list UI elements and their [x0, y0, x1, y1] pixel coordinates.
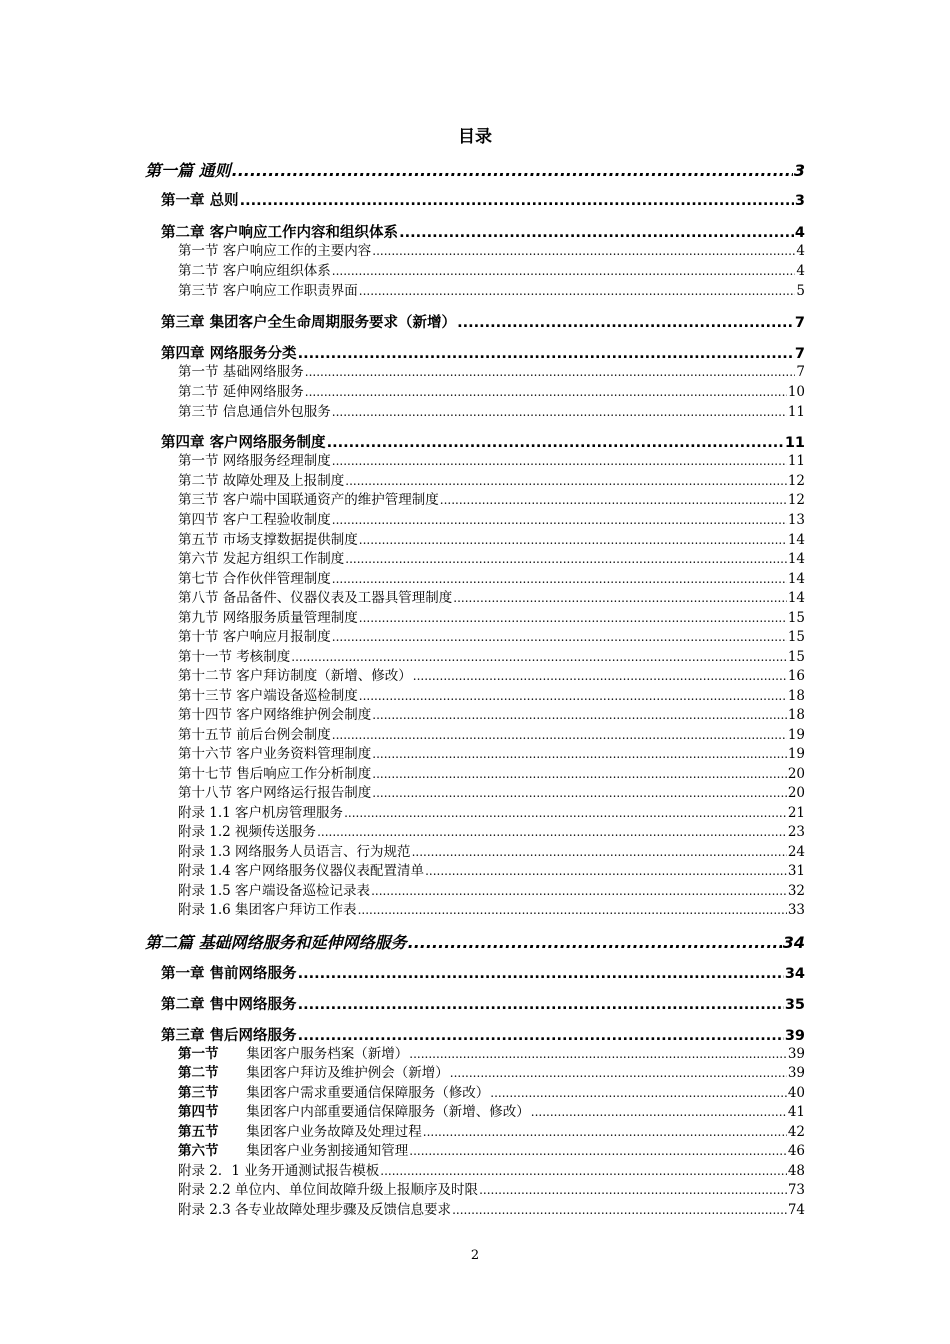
- toc-entry-label: 合作伙伴管理制度: [222, 571, 331, 587]
- toc-entry-page: 34: [782, 933, 805, 952]
- dot-leader: [344, 804, 787, 823]
- toc-entry-page: 11: [784, 435, 805, 451]
- toc-entry-label: 附录 1.2 视频传送服务: [178, 824, 317, 840]
- toc-entry-label: 售中网络服务: [209, 997, 297, 1013]
- toc-entry-part[interactable]: [145, 931, 805, 955]
- dot-leader: [452, 1201, 787, 1220]
- toc-entry-text: [178, 1064, 449, 1083]
- toc-entry-label: 通则: [198, 161, 231, 180]
- toc-entry-text: [161, 963, 297, 985]
- toc-entry-page: 39: [787, 1065, 805, 1081]
- toc-entry-number: 第四章: [161, 346, 205, 362]
- toc-entry-part[interactable]: [145, 159, 805, 183]
- toc-entry-label: 客户端设备巡检制度: [236, 688, 358, 704]
- toc-entry-bsec[interactable]: [178, 1064, 805, 1083]
- dot-leader: [298, 963, 784, 985]
- toc-entry-page: 16: [787, 668, 805, 684]
- toc-entry-label: 总则: [209, 193, 239, 209]
- toc-entry-text: [178, 648, 290, 667]
- toc-entry-number: 第三节: [178, 283, 219, 299]
- dot-leader: [327, 432, 784, 454]
- toc-entry-page: 31: [787, 863, 805, 879]
- toc-entry-text: [178, 745, 371, 764]
- dot-leader: [372, 242, 795, 261]
- toc-entry-text: [145, 159, 231, 183]
- toc-entry-sec[interactable]: [178, 628, 805, 647]
- toc-entry-ch[interactable]: [161, 1025, 805, 1047]
- toc-entry-label: 附录 2.2 单位内、单位间故障升级上报顺序及时限: [178, 1182, 479, 1198]
- toc-entry-app[interactable]: [178, 1201, 805, 1220]
- toc-entry-app[interactable]: [178, 843, 805, 862]
- dot-leader: [305, 363, 796, 382]
- toc-entry-page: 5: [796, 283, 805, 299]
- toc-entry-number: 第一节: [178, 243, 219, 259]
- toc-entry-number: 第九节: [178, 610, 219, 626]
- dot-leader: [399, 222, 794, 244]
- toc-entry-label: 附录 1.3 网络服务人员语言、行为规范: [178, 844, 411, 860]
- toc-entry-page: 15: [787, 649, 805, 665]
- toc-entry-page: 39: [787, 1046, 805, 1062]
- dot-leader: [359, 531, 787, 550]
- toc-entry-label: 集团客户服务档案（新增）: [246, 1046, 409, 1062]
- toc-entry-text: [178, 363, 304, 382]
- toc-entry-text: [161, 222, 398, 244]
- toc-entry-number: 第十二节: [178, 668, 232, 684]
- dot-leader: [232, 159, 793, 183]
- toc-entry-label: 客户网络服务制度: [209, 435, 326, 451]
- toc-entry-sec[interactable]: [178, 745, 805, 764]
- toc-entry-sec[interactable]: [178, 706, 805, 725]
- toc-entry-number: 第二篇: [145, 933, 194, 952]
- toc-entry-sec[interactable]: [178, 570, 805, 589]
- toc-entry-page: 19: [787, 746, 805, 762]
- toc-entry-page: 3: [794, 193, 805, 209]
- toc-entry-text: [178, 628, 331, 647]
- toc-entry-text: [178, 242, 371, 261]
- toc-entry-sec[interactable]: [178, 687, 805, 706]
- toc-entry-sec[interactable]: [178, 667, 805, 686]
- toc-entry-number: 第二章: [161, 225, 205, 241]
- toc-entry-app[interactable]: [178, 1181, 805, 1200]
- toc-entry-number: 第十节: [178, 629, 219, 645]
- toc-entry-number: 第一节: [178, 364, 219, 380]
- toc-entry-number: 第四章: [161, 435, 205, 451]
- toc-entry-label: 附录 2.3 各专业故障处理步骤及反馈信息要求: [178, 1202, 452, 1218]
- dot-leader: [332, 452, 787, 471]
- toc-entry-page: 35: [784, 997, 805, 1013]
- toc-entry-page: 42: [787, 1124, 805, 1140]
- toc-entry-number: 第一章: [161, 966, 205, 982]
- toc-entry-label: 售后响应工作分析制度: [236, 766, 372, 782]
- toc-entry-bsec[interactable]: [178, 1123, 805, 1142]
- toc-entry-number: 第七节: [178, 571, 219, 587]
- dot-leader: [412, 843, 787, 862]
- toc-entry-text: [161, 432, 326, 454]
- toc-entry-text: [178, 765, 371, 784]
- dot-leader: [345, 550, 787, 569]
- toc-entry-sec[interactable]: [178, 511, 805, 530]
- toc-entry-text: [161, 312, 456, 334]
- toc-entry-text: [178, 1123, 422, 1142]
- toc-entry-app[interactable]: [178, 823, 805, 842]
- toc-entry-sec[interactable]: [178, 452, 805, 471]
- toc-entry-number: 第一章: [161, 193, 205, 209]
- toc-entry-label: 客户端中国联通资产的维护管理制度: [222, 492, 439, 508]
- dot-leader: [345, 472, 787, 491]
- toc-entry-number: 第二节: [178, 263, 219, 279]
- toc-entry-text: [161, 994, 297, 1016]
- toc-entry-page: 12: [787, 492, 805, 508]
- dot-leader: [332, 628, 787, 647]
- toc-entry-sec[interactable]: [178, 589, 805, 608]
- toc-entry-label: 客户响应组织体系: [222, 263, 331, 279]
- toc-entry-bsec[interactable]: [178, 1103, 805, 1122]
- toc-entry-text: [178, 862, 424, 881]
- toc-entry-number: 第二章: [161, 997, 205, 1013]
- toc-entry-label: 网络服务质量管理制度: [222, 610, 358, 626]
- toc-entry-page: 48: [787, 1163, 805, 1179]
- toc-entry-text: [178, 706, 371, 725]
- toc-entry-text: [178, 1201, 451, 1220]
- toc-entry-text: [161, 343, 297, 365]
- dot-leader: [425, 862, 787, 881]
- toc-entry-text: [178, 531, 358, 550]
- toc-entry-page: 13: [787, 512, 805, 528]
- toc-entry-label: 客户网络运行报告制度: [236, 785, 372, 801]
- toc-entry-label: 网络服务经理制度: [222, 453, 331, 469]
- toc-entry-page: 14: [787, 571, 805, 587]
- toc-entry-page: 4: [796, 243, 805, 259]
- toc-entry-page: 20: [787, 766, 805, 782]
- toc-entry-app[interactable]: [178, 862, 805, 881]
- dot-leader: [298, 994, 784, 1016]
- dot-leader: [413, 667, 787, 686]
- toc-entry-number: 第三节: [178, 492, 219, 508]
- dot-leader: [371, 882, 787, 901]
- toc-entry-text: [178, 491, 439, 510]
- toc-entry-page: 3: [793, 161, 805, 180]
- toc-entry-number: 第十六节: [178, 746, 232, 762]
- toc-entry-page: 14: [787, 532, 805, 548]
- toc-entry-text: [178, 609, 358, 628]
- toc-entry-text: [178, 1181, 478, 1200]
- dot-leader: [332, 726, 787, 745]
- toc-entry-text: [178, 1103, 530, 1122]
- toc-entry-page: 39: [784, 1028, 805, 1044]
- dot-leader: [453, 589, 787, 608]
- dot-leader: [298, 1025, 784, 1047]
- toc-entry-sec[interactable]: [178, 784, 805, 803]
- toc-entry-page: 7: [794, 346, 805, 362]
- toc-entry-text: [161, 1025, 297, 1047]
- dot-leader: [359, 687, 787, 706]
- dot-leader: [409, 1045, 787, 1064]
- dot-leader: [372, 706, 787, 725]
- dot-leader: [423, 1123, 787, 1142]
- toc-entry-app[interactable]: [178, 901, 805, 920]
- toc-entry-number: 第十四节: [178, 707, 232, 723]
- toc-entry-number: 第十八节: [178, 785, 232, 801]
- toc-entry-page: 15: [787, 610, 805, 626]
- toc-entry-number: 第三章: [161, 315, 205, 331]
- dot-leader: [372, 765, 787, 784]
- toc-entry-sec[interactable]: [178, 765, 805, 784]
- toc-entry-ch[interactable]: [161, 432, 805, 454]
- toc-entry-label: 客户业务资料管理制度: [236, 746, 372, 762]
- toc-entry-label: 客户响应工作职责界面: [222, 283, 358, 299]
- toc-entry-label: 备品备件、仪器仪表及工器具管理制度: [222, 590, 453, 606]
- toc-entry-label: 附录 1.5 客户端设备巡检记录表: [178, 883, 371, 899]
- toc-entry-label: 客户网络维护例会制度: [236, 707, 372, 723]
- toc-entry-label: 集团客户需求重要通信保障服务（修改）: [246, 1085, 490, 1101]
- toc-entry-sec[interactable]: [178, 363, 805, 382]
- toc-entry-page: 41: [787, 1104, 805, 1120]
- toc-entry-page: 74: [787, 1202, 805, 1218]
- toc-entry-text: [178, 383, 304, 402]
- toc-entry-text: [178, 726, 331, 745]
- toc-entry-label: 延伸网络服务: [222, 384, 304, 400]
- toc-entry-page: 73: [787, 1182, 805, 1198]
- toc-entry-text: [178, 901, 357, 920]
- toc-entry-label: 附录 1.6 集团客户拜访工作表: [178, 902, 357, 918]
- toc-entry-label: 信息通信外包服务: [222, 404, 331, 420]
- toc-entry-text: [178, 843, 411, 862]
- toc-entry-ch[interactable]: [161, 343, 805, 365]
- toc-entry-label: 客户工程验收制度: [222, 512, 331, 528]
- toc-entry-number: 第二节: [178, 473, 219, 489]
- toc-entry-page: 24: [787, 844, 805, 860]
- toc-entry-label: 集团客户内部重要通信保障服务（新增、修改）: [246, 1104, 530, 1120]
- toc-entry-number: 第五节: [178, 1124, 219, 1140]
- toc-entry-label: 集团客户全生命周期服务要求（新增）: [209, 315, 457, 331]
- dot-leader: [490, 1084, 787, 1103]
- toc-entry-sec[interactable]: [178, 726, 805, 745]
- toc-entry-ch[interactable]: [161, 963, 805, 985]
- toc-entry-label: 集团客户拜访及维护例会（新增）: [246, 1065, 449, 1081]
- toc-entry-page: 23: [787, 824, 805, 840]
- toc-entry-text: [178, 472, 344, 491]
- toc-entry-sec[interactable]: [178, 472, 805, 491]
- toc-entry-ch[interactable]: [161, 994, 805, 1016]
- toc-entry-number: 第六节: [178, 1143, 219, 1159]
- dot-leader: [291, 648, 787, 667]
- dot-leader: [332, 403, 787, 422]
- toc-entry-label: 集团客户业务故障及处理过程: [246, 1124, 422, 1140]
- toc-entry-text: [178, 667, 412, 686]
- toc-entry-number: 第三章: [161, 1028, 205, 1044]
- toc-entry-page: 14: [787, 590, 805, 606]
- toc-entry-number: 第四节: [178, 1104, 219, 1120]
- dot-leader: [240, 190, 794, 212]
- toc-entry-text: [178, 282, 358, 301]
- toc-entry-sec[interactable]: [178, 282, 805, 301]
- toc-entry-sec[interactable]: [178, 491, 805, 510]
- toc-entry-number: 第十五节: [178, 727, 232, 743]
- toc-entry-label: 客户响应月报制度: [222, 629, 331, 645]
- dot-leader: [408, 931, 782, 955]
- toc-entry-text: [178, 804, 343, 823]
- dot-leader: [372, 745, 787, 764]
- dot-leader: [372, 784, 787, 803]
- toc-entry-number: 第二节: [178, 384, 219, 400]
- dot-leader: [317, 823, 787, 842]
- toc-entry-page: 18: [787, 688, 805, 704]
- toc-entry-label: 附录 1.4 客户网络服务仪器仪表配置清单: [178, 863, 425, 879]
- toc-entry-page: 15: [787, 629, 805, 645]
- toc-entry-page: 4: [794, 225, 805, 241]
- toc-entry-number: 第一节: [178, 1046, 219, 1062]
- toc-entry-page: 40: [787, 1085, 805, 1101]
- toc-entry-text: [178, 784, 371, 803]
- toc-entry-label: 集团客户业务割接通知管理: [246, 1143, 409, 1159]
- toc-entry-page: 11: [787, 404, 805, 420]
- toc-entry-bsec[interactable]: [178, 1045, 805, 1064]
- dot-leader: [332, 511, 787, 530]
- toc-entry-text: [178, 1084, 489, 1103]
- toc-entry-page: 34: [784, 966, 805, 982]
- toc-entry-page: 33: [787, 902, 805, 918]
- toc-entry-number: 第五节: [178, 532, 219, 548]
- toc-entry-label: 考核制度: [236, 649, 291, 665]
- toc-entry-number: 第十七节: [178, 766, 232, 782]
- toc-entry-label: 故障处理及上报制度: [222, 473, 345, 489]
- toc-entry-label: 附录 1.1 客户机房管理服务: [178, 805, 344, 821]
- toc-entry-page: 32: [787, 883, 805, 899]
- toc-entry-page: 11: [787, 453, 805, 469]
- dot-leader: [450, 1064, 787, 1083]
- toc-entry-text: [178, 262, 331, 281]
- dot-leader: [440, 491, 787, 510]
- toc-entry-text: [178, 882, 370, 901]
- toc-entry-text: [178, 1142, 408, 1161]
- toc-entry-label: 前后台例会制度: [236, 727, 331, 743]
- toc-entry-ch[interactable]: [161, 312, 805, 334]
- toc-entry-sec[interactable]: [178, 531, 805, 550]
- toc-entry-sec[interactable]: [178, 383, 805, 402]
- toc-title: 目录: [458, 127, 492, 147]
- dot-leader: [358, 901, 787, 920]
- toc-entry-text: [178, 403, 331, 422]
- toc-entry-page: 46: [787, 1143, 805, 1159]
- toc-entry-number: 第一篇: [145, 161, 194, 180]
- toc-entry-number: 第六节: [178, 551, 219, 567]
- toc-entry-label: 客户响应工作的主要内容: [222, 243, 372, 259]
- toc-entry-number: 第二节: [178, 1065, 219, 1081]
- toc-entry-label: 基础网络服务: [222, 364, 304, 380]
- toc-entry-bsec[interactable]: [178, 1142, 805, 1161]
- toc-entry-text: [178, 511, 331, 530]
- toc-entry-number: 第四节: [178, 512, 219, 528]
- toc-entry-label: 客户拜访制度（新增、修改）: [236, 668, 412, 684]
- toc-entry-page: 7: [796, 364, 805, 380]
- toc-entry-text: [161, 190, 239, 212]
- dot-leader: [457, 312, 794, 334]
- toc-entry-label: 附录 2．1 业务开通测试报告模板: [178, 1163, 380, 1179]
- toc-entry-text: [178, 589, 452, 608]
- page-number: 2: [470, 1248, 480, 1263]
- toc-entry-app[interactable]: [178, 1162, 805, 1181]
- toc-entry-sec[interactable]: [178, 242, 805, 261]
- toc-entry-number: 第十一节: [178, 649, 232, 665]
- dot-leader: [305, 383, 787, 402]
- toc-entry-sec[interactable]: [178, 609, 805, 628]
- toc-entry-bsec[interactable]: [178, 1084, 805, 1103]
- toc-entry-app[interactable]: [178, 804, 805, 823]
- dot-leader: [298, 343, 794, 365]
- toc-entry-text: [178, 1045, 408, 1064]
- toc-entry-number: 第八节: [178, 590, 219, 606]
- toc-entry-text: [178, 452, 331, 471]
- toc-entry-page: 12: [787, 473, 805, 489]
- toc-entry-page: 20: [787, 785, 805, 801]
- toc-entry-label: 售后网络服务: [209, 1028, 297, 1044]
- dot-leader: [531, 1103, 787, 1122]
- toc-entry-text: [178, 823, 316, 842]
- toc-entry-ch[interactable]: [161, 190, 805, 212]
- toc-entry-label: 客户响应工作内容和组织体系: [209, 225, 399, 241]
- toc-entry-page: 7: [794, 315, 805, 331]
- toc-entry-text: [178, 550, 344, 569]
- toc-entry-sec[interactable]: [178, 550, 805, 569]
- toc-entry-text: [178, 687, 358, 706]
- toc-entry-label: 基础网络服务和延伸网络服务: [198, 933, 407, 952]
- toc-entry-ch[interactable]: [161, 222, 805, 244]
- toc-entry-number: 第一节: [178, 453, 219, 469]
- toc-entry-sec[interactable]: [178, 403, 805, 422]
- toc-entry-label: 市场支撑数据提供制度: [222, 532, 358, 548]
- toc-entry-number: 第三节: [178, 1085, 219, 1101]
- dot-leader: [380, 1162, 787, 1181]
- toc-entry-number: 第十三节: [178, 688, 232, 704]
- toc-entry-label: 售前网络服务: [209, 966, 297, 982]
- toc-entry-sec[interactable]: [178, 262, 805, 281]
- toc-entry-label: 网络服务分类: [209, 346, 297, 362]
- toc-entry-number: 第三节: [178, 404, 219, 420]
- toc-entry-page: 14: [787, 551, 805, 567]
- toc-entry-app[interactable]: [178, 882, 805, 901]
- toc-entry-text: [145, 931, 407, 955]
- dot-leader: [479, 1181, 787, 1200]
- toc-entry-text: [178, 1162, 379, 1181]
- dot-leader: [409, 1142, 787, 1161]
- toc-entry-page: 19: [787, 727, 805, 743]
- toc-entry-label: 发起方组织工作制度: [222, 551, 345, 567]
- toc-entry-page: 18: [787, 707, 805, 723]
- dot-leader: [332, 262, 796, 281]
- toc-entry-page: 21: [787, 805, 805, 821]
- toc-entry-page: 10: [787, 384, 805, 400]
- toc-entry-text: [178, 570, 331, 589]
- dot-leader: [359, 609, 787, 628]
- dot-leader: [359, 282, 796, 301]
- toc-entry-sec[interactable]: [178, 648, 805, 667]
- dot-leader: [332, 570, 787, 589]
- toc-entry-page: 4: [796, 263, 805, 279]
